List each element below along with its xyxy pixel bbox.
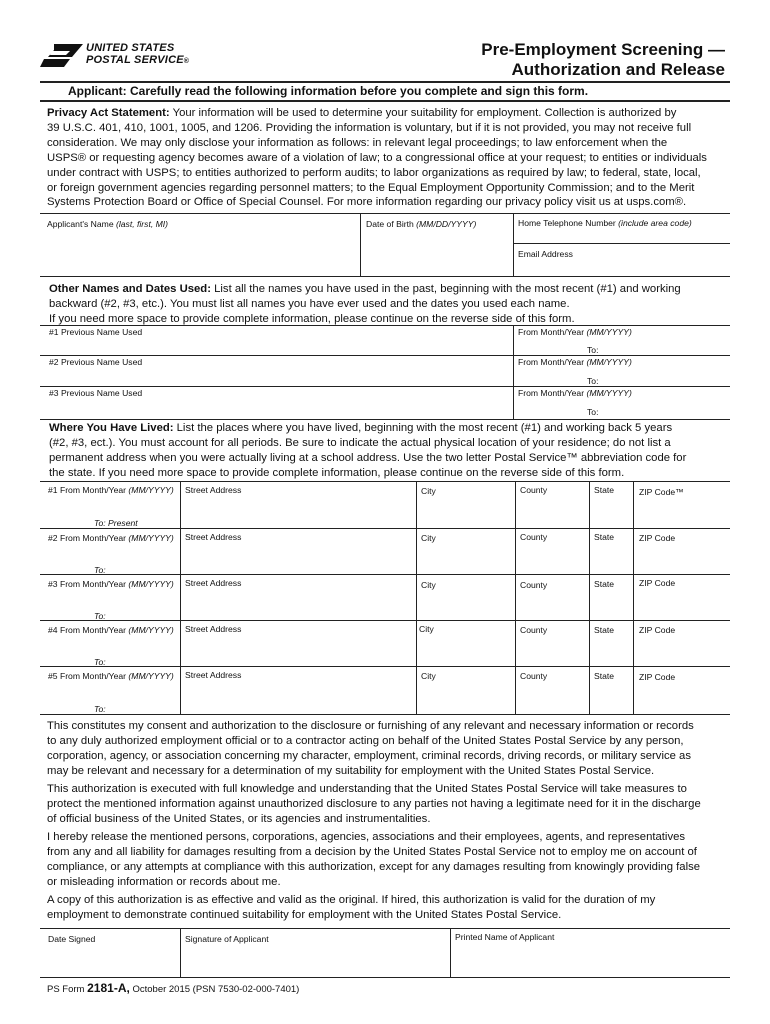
consent-paragraph-4: A copy of this authorization is as effective and valid as the original. If hired, this authorization is valid for the duration of my employment to demonstrate continued suitability for employment with the United States Postal Service. bbox=[47, 894, 656, 921]
residence-2-state-field[interactable]: State bbox=[594, 532, 615, 542]
date-of-birth-field[interactable]: Date of Birth (MM/DD/YYYY) bbox=[366, 219, 477, 229]
residence-5-county-field[interactable]: County bbox=[520, 671, 548, 681]
previous-name-1-field[interactable]: #1 Previous Name Used bbox=[49, 327, 143, 337]
residence-5-to-field[interactable]: To: bbox=[94, 704, 106, 714]
residence-instructions: Where You Have Lived: List the places where you have lived, beginning with the most recent (#1) and working back 5 years (#2, #3, ect.). You must account for all periods. Be sure to indicate the actual physical location of your residence; do not list a permanent address when you were actually living at a school address. Use the two letter Postal Service™ abbreviation code for the state. If you need more space to provide complete information, please continue on the reverse side of this form. bbox=[49, 422, 687, 479]
previous-name-2-to-field[interactable]: To: bbox=[587, 376, 599, 386]
residence-2-city-field[interactable]: City bbox=[421, 533, 436, 543]
residence-1-to-field[interactable]: To: Present bbox=[94, 518, 138, 528]
residence-1-street-field[interactable]: Street Address bbox=[185, 485, 242, 495]
registered-mark: ® bbox=[183, 58, 190, 65]
residence-4-state-field[interactable]: State bbox=[594, 625, 615, 635]
residence-3-county-field[interactable]: County bbox=[520, 580, 548, 590]
logo-line1: UNITED STATES bbox=[86, 42, 175, 54]
logo-line2: POSTAL SERVICE bbox=[86, 54, 184, 66]
form-title-line2: Authorization and Release bbox=[511, 60, 725, 79]
residence-3-zip-field[interactable]: ZIP Code bbox=[639, 578, 676, 588]
usps-logo bbox=[40, 41, 190, 71]
residence-4-street-field[interactable]: Street Address bbox=[185, 624, 242, 634]
residence-2-to-field[interactable]: To: bbox=[94, 565, 106, 575]
consent-paragraph-1: This constitutes my consent and authorization to the disclosure or furnishing of any relevant and necessary information or records to any duly authorized employment official or to a contractor acting on behalf of the United States Postal Service by any person, corporation, agency, or association concerning my character, employment, criminal records, driving records, or military service as may be relevant and necessary for a determination of my suitability for employment with the United States Postal Service. bbox=[47, 720, 694, 777]
residence-1-from-field[interactable]: #1 From Month/Year (MM/YYYY) bbox=[48, 485, 174, 495]
residence-3-city-field[interactable]: City bbox=[421, 580, 436, 590]
residence-2-from-field[interactable]: #2 From Month/Year (MM/YYYY) bbox=[48, 533, 174, 543]
form-footer: PS Form 2181-A, October 2015 (PSN 7530-02-000-7401) bbox=[47, 981, 300, 995]
residence-3-from-field[interactable]: #3 From Month/Year (MM/YYYY) bbox=[48, 579, 174, 589]
residence-1-county-field[interactable]: County bbox=[520, 485, 548, 495]
eagle-icon bbox=[40, 41, 84, 69]
previous-name-1-to-field[interactable]: To: bbox=[587, 345, 599, 355]
previous-name-2-field[interactable]: #2 Previous Name Used bbox=[49, 357, 143, 367]
applicant-name-field[interactable]: Applicant's Name (last, first, MI) bbox=[47, 219, 169, 229]
consent-paragraph-3: I hereby release the mentioned persons, corporations, agencies, associations and their employees, agents, and representatives from any and all liability for damages resulting from a decision by the United States Postal Service not to employ me on account of compliance, or any attempts at compliance with this authorization, except for any damages resulting from knowingly providing false or misleading information or records about me. bbox=[47, 831, 701, 888]
residence-5-zip-field[interactable]: ZIP Code bbox=[639, 672, 676, 682]
other-names-instructions: Other Names and Dates Used: List all the names you have used in the past, beginning with the most recent (#1) and working backward (#2, #3, etc.). You must list all names you have ever used and the dates you used each name. If you need more space to provide complete information, please continue on the reverse side of this form. bbox=[49, 283, 681, 325]
residence-2-street-field[interactable]: Street Address bbox=[185, 532, 242, 542]
residence-heading: Where You Have Lived: bbox=[49, 422, 174, 434]
instruction: Applicant: Carefully read the following information before you complete and sign this form. bbox=[68, 84, 589, 98]
previous-name-2-from-field[interactable]: From Month/Year (MM/YYYY) bbox=[518, 357, 632, 367]
date-signed-field[interactable]: Date Signed bbox=[48, 934, 96, 944]
privacy-statement: Privacy Act Statement: Your information will be used to determine your suitability for employment. Collection is authorized by 39 U.S.C. 401, 410, 1001, 1005, and 1206. Providing the information is voluntary, but if it is not provided, you may not receive full consideration. We may only disclose your information as follows: in relevant legal proceedings; to law enforcement when the USPS® or requesting agency becomes aware of a violation of law; to a congressional office at your request; to entities or individuals under contract with USPS; to entities authorized to perform audits; to labor organizations as required by law; to federal, state, local, or foreign government agencies regarding personnel matters; to the Equal Employment Opportunity Commission; and to the Merit Systems Protection Board or Office of Special Counsel. For more information regarding our privacy policy visit us at usps.com®. bbox=[47, 107, 707, 209]
form-title-line1: Pre-Employment Screening — bbox=[481, 40, 725, 59]
residence-4-county-field[interactable]: County bbox=[520, 625, 548, 635]
previous-name-3-from-field[interactable]: From Month/Year (MM/YYYY) bbox=[518, 388, 632, 398]
previous-name-3-to-field[interactable]: To: bbox=[587, 407, 599, 417]
previous-name-1-from-field[interactable]: From Month/Year (MM/YYYY) bbox=[518, 327, 632, 337]
residence-3-street-field[interactable]: Street Address bbox=[185, 578, 242, 588]
email-field[interactable]: Email Address bbox=[518, 249, 573, 259]
residence-4-to-field[interactable]: To: bbox=[94, 657, 106, 667]
home-phone-field[interactable]: Home Telephone Number (include area code) bbox=[518, 218, 692, 228]
residence-5-state-field[interactable]: State bbox=[594, 671, 615, 681]
residence-3-state-field[interactable]: State bbox=[594, 579, 615, 589]
residence-4-city-field[interactable]: City bbox=[419, 624, 434, 634]
privacy-label: Privacy Act Statement: bbox=[47, 107, 170, 119]
form-number: 2181-A, bbox=[87, 981, 130, 995]
residence-2-county-field[interactable]: County bbox=[520, 532, 548, 542]
residence-2-zip-field[interactable]: ZIP Code bbox=[639, 533, 676, 543]
residence-4-from-field[interactable]: #4 From Month/Year (MM/YYYY) bbox=[48, 625, 174, 635]
signature-field[interactable]: Signature of Applicant bbox=[185, 934, 269, 944]
residence-4-zip-field[interactable]: ZIP Code bbox=[639, 625, 676, 635]
consent-paragraph-2: This authorization is executed with full knowledge and understanding that the United States Postal Service will take measures to protect the mentioned information against unauthorized disclosure to any parties not having a legitimate need for it in the discharge of official business of the United States, or its agencies and instrumentalities. bbox=[47, 783, 701, 825]
residence-1-zip-field[interactable]: ZIP Code™ bbox=[639, 487, 684, 497]
instruction-rule bbox=[40, 100, 730, 102]
residence-1-city-field[interactable]: City bbox=[421, 486, 436, 496]
residence-5-city-field[interactable]: City bbox=[421, 671, 436, 681]
form-title bbox=[481, 40, 725, 80]
residence-5-from-field[interactable]: #5 From Month/Year (MM/YYYY) bbox=[48, 671, 174, 681]
residence-1-state-field[interactable]: State bbox=[594, 485, 615, 495]
previous-name-3-field[interactable]: #3 Previous Name Used bbox=[49, 388, 143, 398]
header-rule bbox=[40, 81, 730, 83]
other-names-heading: Other Names and Dates Used: bbox=[49, 283, 211, 295]
residence-5-street-field[interactable]: Street Address bbox=[185, 670, 242, 680]
printed-name-field[interactable]: Printed Name of Applicant bbox=[455, 932, 555, 942]
residence-3-to-field[interactable]: To: bbox=[94, 611, 106, 621]
